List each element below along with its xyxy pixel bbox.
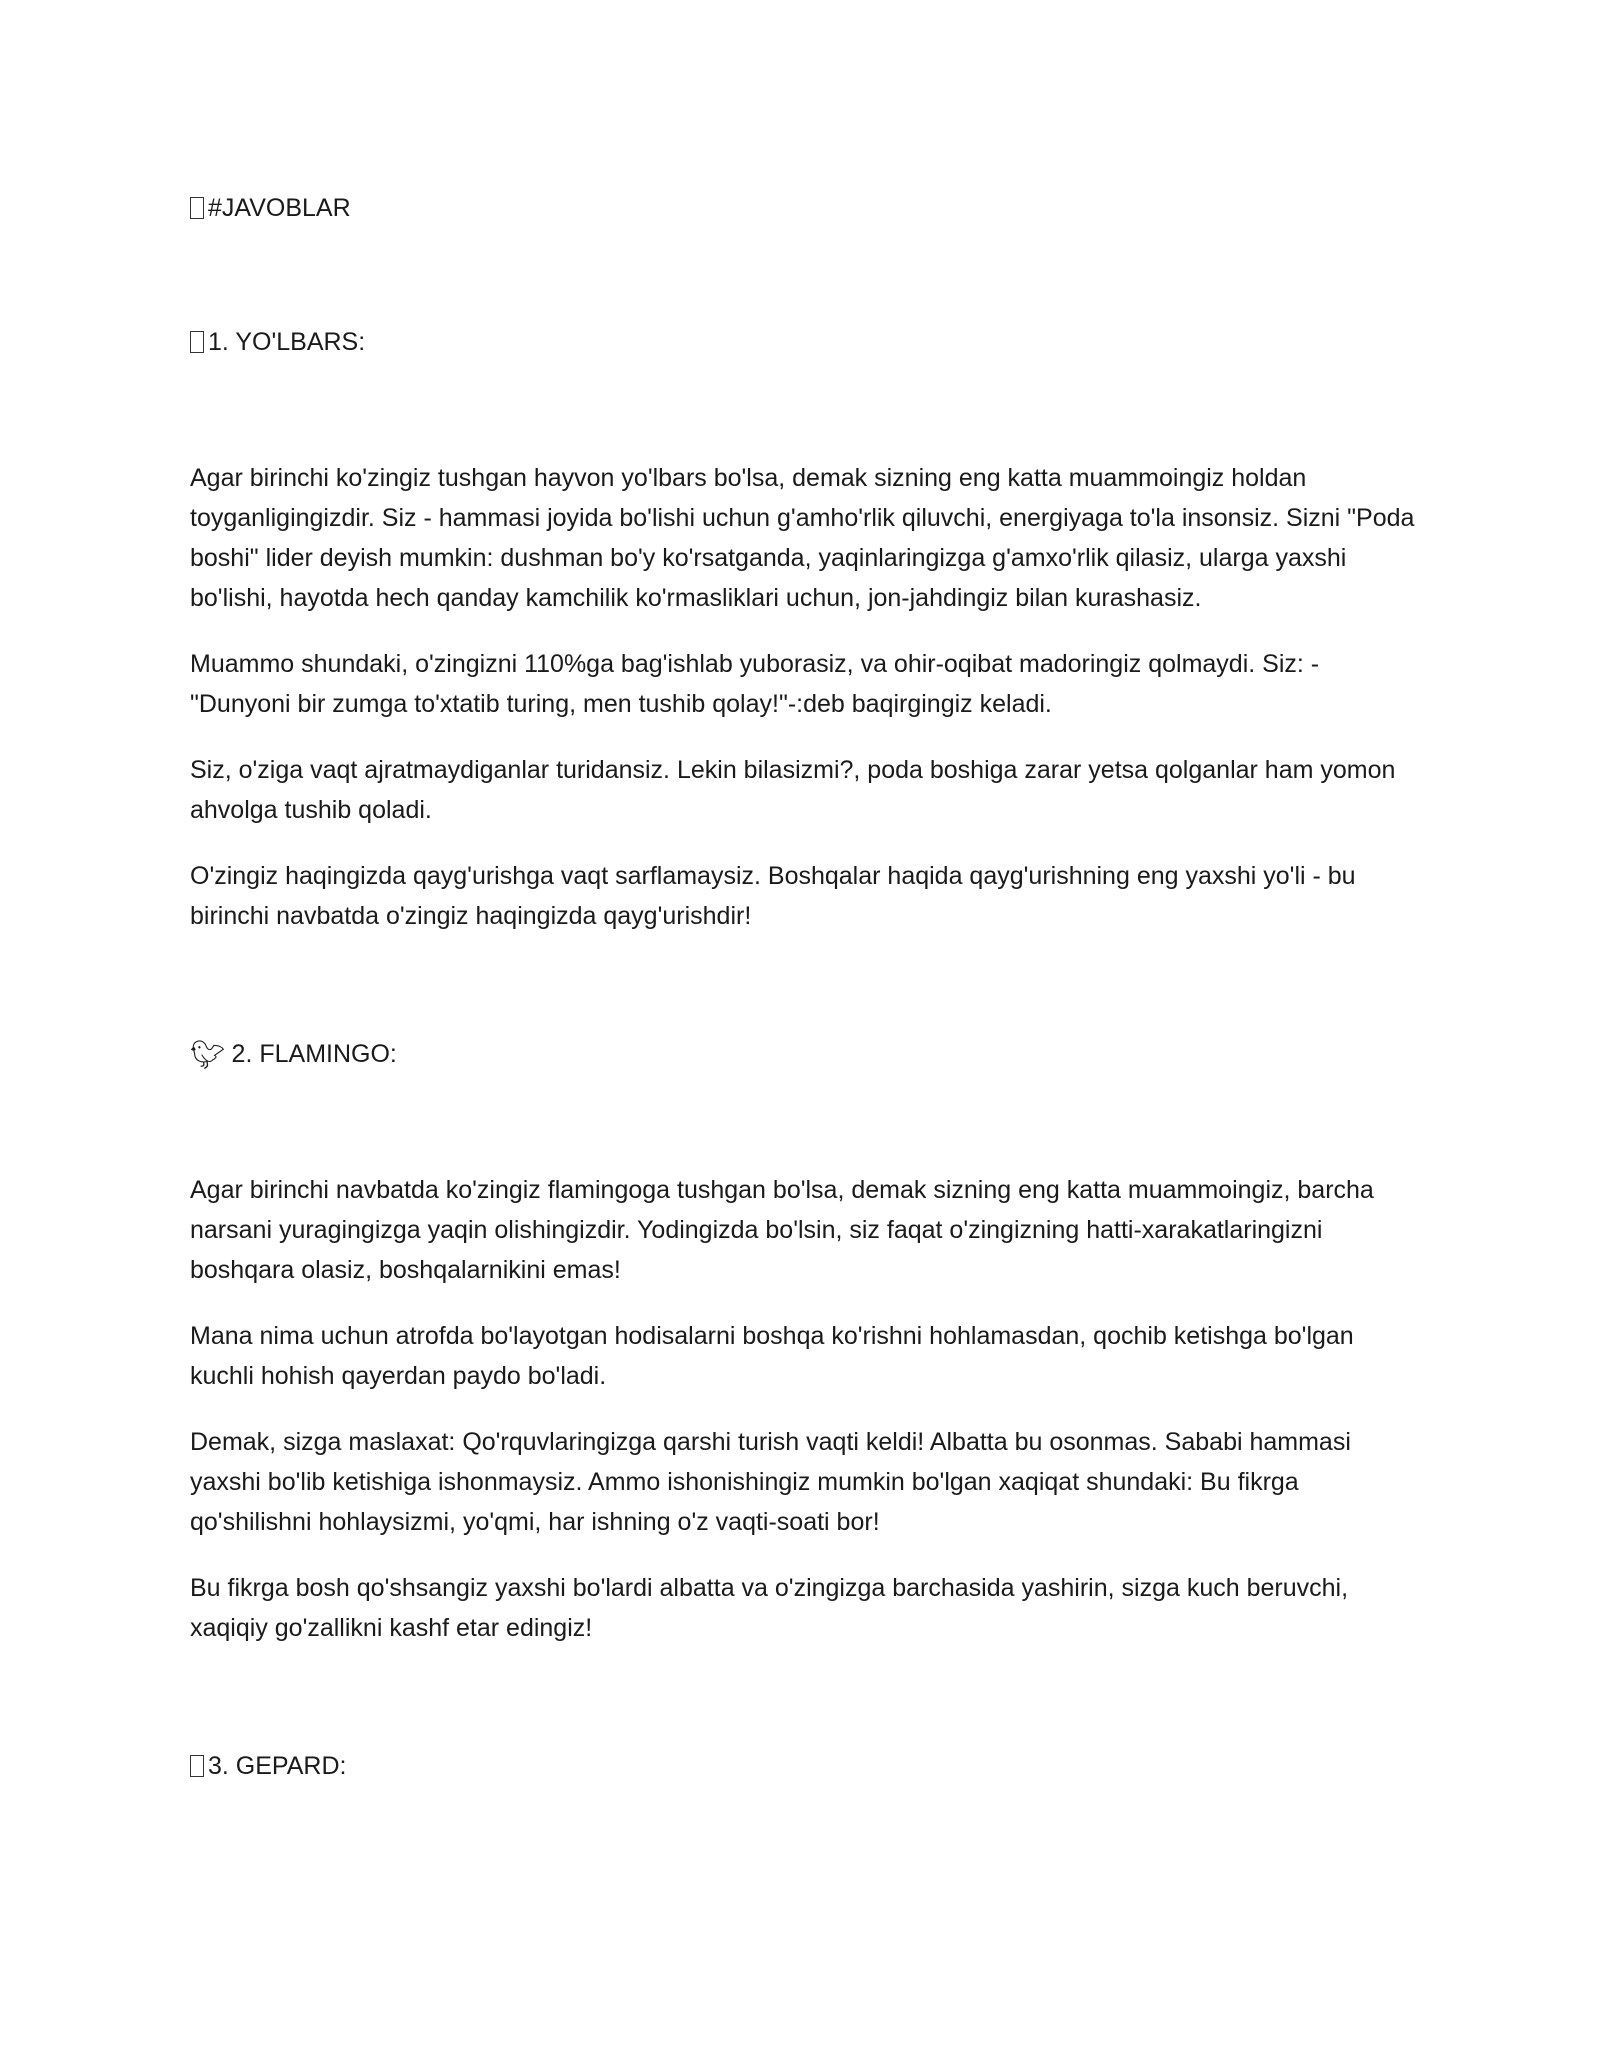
paragraph: Agar birinchi ko'zingiz tushgan hayvon yo'lbars bo'lsa, demak sizning eng katta muammoingiz holdan toyganligingizdir. Siz - hammasi joyida bo'lishi uchun g'amho'rlik qiluvchi, energiyaga to'la insonsiz. Sizni "Poda boshi" lider deyish mumkin: dushman bo'y ko'rsatganda, yaqinlaringizga g'amxo'rlik qilasiz, ularga yaxshi bo'lishi, hayotda hech qanday kamchilik ko'rmasliklari uchun, jon-jahdingiz bilan kurashasiz.	[190, 464, 1415, 612]
bird-icon: 🐦︎	[190, 1039, 226, 1070]
section-heading-text: 1. YO'LBARS:	[208, 328, 366, 356]
paragraph: Siz, o'ziga vaqt ajratmaydiganlar turidansiz. Lekin bilasizmi?, poda boshiga zarar yetsa qolganlar ham yomon ahvolga tushib qoladi.	[190, 756, 1396, 824]
paragraph: Agar birinchi navbatda ko'zingiz flamingoga tushgan bo'lsa, demak sizning eng katta muammoingiz, barcha narsani yuragingizga yaqin olishingizdir. Yodingizda bo'lsin, siz faqat o'zingizning hatti-xarakatlaringizni boshqara olasiz, boshqalarnikini emas!	[190, 1176, 1374, 1284]
missing-glyph-icon	[190, 1755, 204, 1777]
document-title-text: #JAVOBLAR	[208, 194, 351, 222]
paragraph: Mana nima uchun atrofda bo'layotgan hodisalarni boshqa ko'rishni hohlamasdan, qochib ketishga bo'lgan kuchli hohish qayerdan paydo bo'ladi.	[190, 1322, 1354, 1390]
paragraph: Bu fikrga bosh qo'shsangiz yaxshi bo'lardi albatta va o'zingizga barchasida yashirin, sizga kuch beruvchi, xaqiqiy go'zallikni kashf etar edingiz!	[190, 1574, 1349, 1642]
missing-glyph-icon	[190, 331, 204, 353]
section-heading-yolbars	[190, 324, 1420, 360]
paragraph: Demak, sizga maslaxat: Qo'rquvlaringizga qarshi turish vaqti keldi! Albatta bu osonmas. Sababi hammasi yaxshi bo'lib ketishiga ishonmaysiz. Ammo ishonishingiz mumkin bo'lgan xaqiqat shundaki: Bu fikrga qo'shilishni hohlaysizmi, yo'qmi, har ishning o'z vaqti-soati bor!	[190, 1428, 1351, 1536]
paragraph: Muammo shundaki, o'zingizni 110%ga bag'ishlab yuborasiz, va ohir-oqibat madoringiz qolmaydi. Siz: - "Dunyoni bir zumga to'xtatib turing, men tushib qolay!"-:deb baqirgingiz keladi.	[190, 650, 1320, 718]
section-heading-gepard	[190, 1748, 1420, 1784]
section-heading-text: 3. GEPARD:	[208, 1752, 347, 1780]
document-title	[190, 190, 1420, 226]
section-heading-text: 2. FLAMINGO:	[231, 1040, 397, 1068]
paragraph: O'zingiz haqingizda qayg'urishga vaqt sarflamaysiz. Boshqalar haqida qayg'urishning eng yaxshi yo'li - bu birinchi navbatda o'zingiz haqingizda qayg'urishdir!	[190, 862, 1356, 930]
document-body	[190, 190, 1420, 1784]
section-heading-flamingo	[190, 1036, 1420, 1072]
missing-glyph-icon	[190, 197, 204, 219]
